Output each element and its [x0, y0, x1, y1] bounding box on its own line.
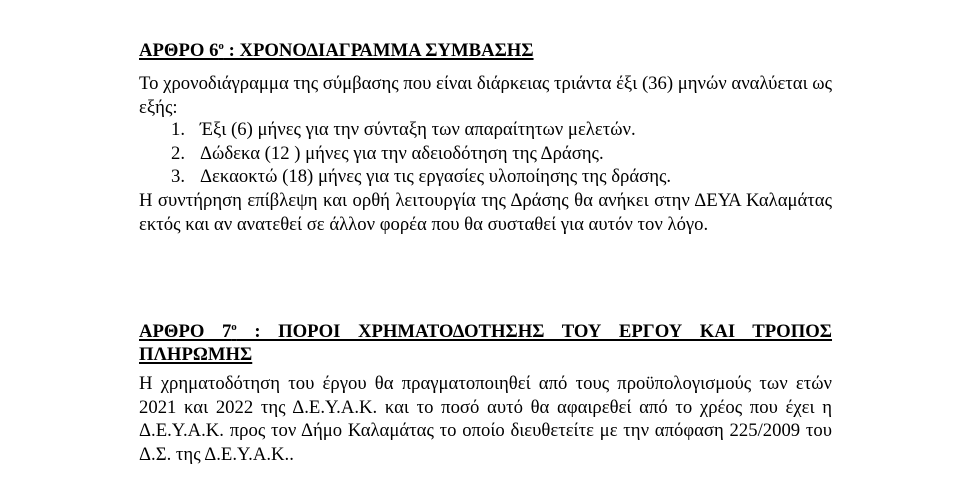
article-7-heading-title: : ΠΟΡΟΙ ΧΡΗΜΑΤΟΔΟΤΗΣΗΣ ΤΟΥ ΕΡΓΟΥ ΚΑΙ ΤΡΟΠΟΣ [236, 321, 833, 342]
list-item-text: Δεκαοκτώ (18) μήνες για τις εργασίες υλοποίησης της δράσης. [200, 166, 672, 187]
article-6-heading-prefix: ΑΡΘΡΟ 6 [139, 40, 219, 61]
list-item-number: 2. [171, 142, 186, 164]
list-item-number: 3. [171, 166, 186, 187]
article-7-heading-line1 [139, 320, 832, 343]
list-item-text: Δώδεκα (12 ) μήνες για την αδειοδότηση της Δράσης. [200, 142, 604, 164]
article-6-heading-ordinal: ο [218, 40, 224, 52]
article-7-heading-prefix: ΑΡΘΡΟ 7 [139, 321, 232, 342]
article-7-heading-ordinal: ο [231, 321, 237, 333]
list-item-number: 1. [171, 119, 186, 140]
article-6-intro: Το χρονοδιάγραμμα της σύμβασης που είναι διάρκειας τριάντα έξι (36) μηνών αναλύεται ως εξής: [139, 73, 832, 118]
article-6-heading-title: : ΧΡΟΝΟΔΙΑΓΡΑΜΜΑ ΣΥΜΒΑΣΗΣ [223, 40, 534, 61]
article-7-body: Η χρηματοδότηση του έργου θα πραγματοποιηθεί από τους προϋπολογισμούς των ετών 2021 και 2022 της Δ.Ε.Υ.Α.Κ. και το ποσό αυτό θα αφαιρεθεί από το χρέος που έχει η Δ.Ε.Υ.Α.Κ. προς τον Δήμο Καλαμάτας το οποίο διευθετείτε με την απόφαση 225/2009 του Δ.Σ. της Δ.Ε.Υ.Α.Κ.. [139, 373, 832, 465]
article-6-closing: Η συντήρηση επίβλεψη και ορθή λειτουργία της Δράσης θα ανήκει στην ΔΕΥΑ Καλαμάτας εκτός και αν ανατεθεί σε άλλον φορέα που θα συσταθεί για αυτόν τον λόγο. [139, 190, 832, 235]
list-item [171, 165, 671, 189]
article-7-heading-line2: ΠΛΗΡΩΜΗΣ [139, 344, 253, 365]
schedule-list [171, 118, 671, 189]
list-item [171, 142, 671, 166]
article-6-heading [139, 39, 832, 62]
list-item [171, 118, 671, 142]
article-7-heading [139, 320, 832, 366]
list-item-text: Έξι (6) μήνες για την σύνταξη των απαραίτητων μελετών. [200, 119, 636, 140]
